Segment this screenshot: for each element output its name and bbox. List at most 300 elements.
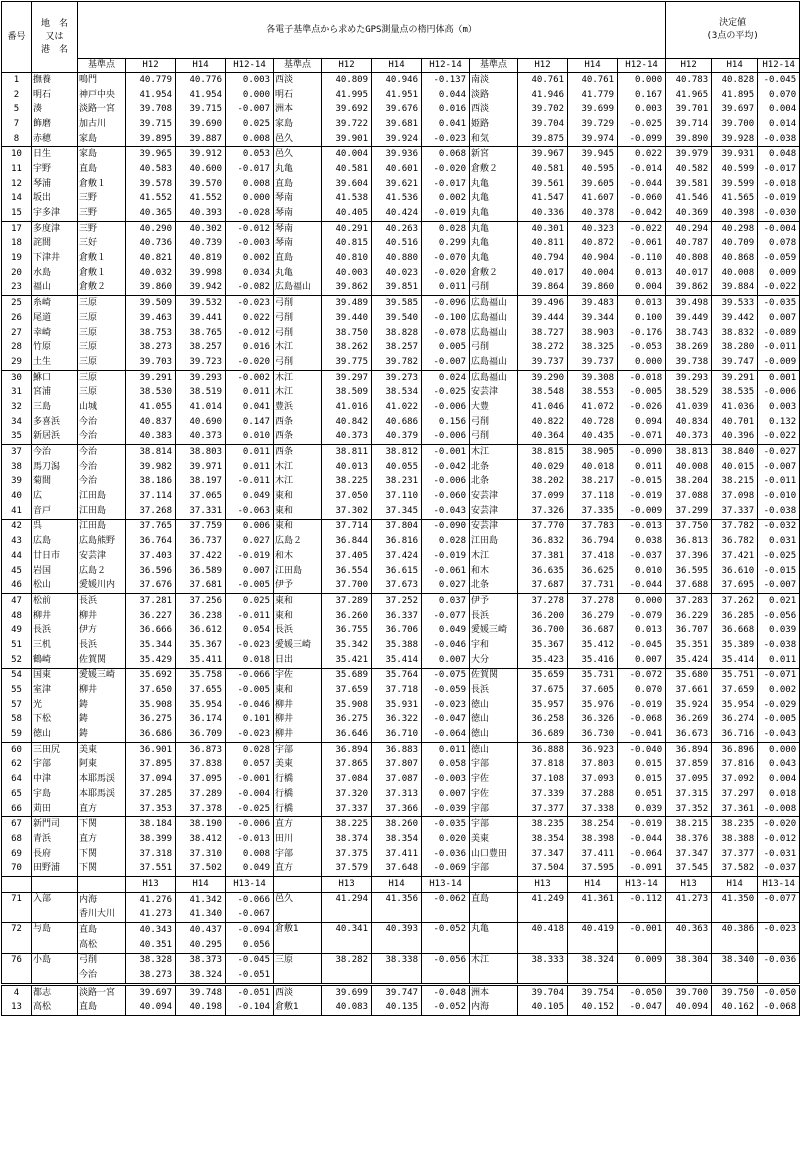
table-cell: 40.369: [666, 206, 712, 221]
table-cell: 39.901: [322, 132, 372, 147]
table-cell: -0.005: [758, 713, 800, 728]
table-cell: 36.174: [176, 713, 226, 728]
table-cell: 0.009: [618, 953, 666, 984]
table-cell: 40.581: [322, 162, 372, 177]
table-cell: 38.529: [666, 385, 712, 400]
table-cell: 35.758: [176, 668, 226, 683]
table-cell: -0.011: [226, 475, 274, 490]
table-cell: -0.019: [422, 206, 470, 221]
table-cell: 39.441: [176, 311, 226, 326]
table-cell: 直島: [274, 251, 322, 266]
table-cell: 長浜: [78, 638, 126, 653]
table-cell: 東和: [274, 489, 322, 504]
table-cell: 35.424: [666, 653, 712, 668]
table-cell: 39.928: [712, 132, 758, 147]
table-cell: 39.697: [712, 102, 758, 117]
table-cell: 直方: [274, 817, 322, 832]
table-cell: 40.868: [712, 251, 758, 266]
table-cell: -0.003: [422, 772, 470, 787]
table-cell: 弓削: [274, 311, 322, 326]
table-cell: -0.061: [618, 237, 666, 252]
table-cell: 36.322: [372, 713, 422, 728]
table-cell: 長浜: [274, 623, 322, 638]
table-row: [2, 653, 800, 668]
table-cell: -0.056: [422, 953, 470, 984]
table-cell: 41.036: [712, 400, 758, 415]
table-cell: 0.007: [758, 311, 800, 326]
table-cell: 0.011: [618, 460, 666, 475]
table-cell: 飾磨: [32, 117, 78, 132]
table-cell: 36.901: [126, 742, 176, 757]
table-cell: 0.101: [226, 713, 274, 728]
table-cell: 40.783: [666, 73, 712, 88]
table-cell: 38.832: [712, 326, 758, 341]
table-cell: 37.687: [518, 578, 568, 593]
table-cell: 36.229: [666, 609, 712, 624]
table-cell: 宇部: [470, 817, 518, 832]
table-cell: 35.416: [568, 653, 618, 668]
table-cell: -0.077: [758, 892, 800, 922]
table-cell: 37.676: [126, 578, 176, 593]
table-cell: 邑久: [274, 892, 322, 922]
table-cell: 36.707: [666, 623, 712, 638]
table-cell: 0.015: [618, 758, 666, 773]
table-cell: 40.819: [176, 251, 226, 266]
table-cell: -0.031: [758, 847, 800, 862]
table-cell: 40.761: [568, 73, 618, 88]
table-cell: 0.016: [226, 340, 274, 355]
table-cell: 0.016: [422, 102, 470, 117]
table-cell: 36.710: [372, 727, 422, 742]
table-cell: 38.354: [372, 832, 422, 847]
table-row: [2, 861, 800, 876]
table-cell: 光: [32, 698, 78, 713]
table-cell: 39.578: [126, 177, 176, 192]
table-cell: 40.880: [372, 251, 422, 266]
table-cell: -0.007: [758, 578, 800, 593]
table-cell: 38.325: [568, 340, 618, 355]
table-cell: -0.020: [226, 355, 274, 370]
table-cell: 三原: [78, 326, 126, 341]
table-cell: 江田島: [470, 534, 518, 549]
table-cell: 37.396: [666, 549, 712, 564]
table-cell: 松山: [32, 578, 78, 593]
table-row: [2, 1001, 800, 1016]
table-cell: 35.924: [666, 698, 712, 713]
table-cell: 0.011: [226, 385, 274, 400]
table-row: [2, 772, 800, 787]
table-cell: -0.020: [758, 817, 800, 832]
subheader2-cell: H13-14: [618, 877, 666, 893]
table-cell: 江田島: [78, 519, 126, 534]
table-cell: 三机: [32, 638, 78, 653]
table-cell: -0.006: [422, 430, 470, 445]
subheader2-cell: H13: [518, 877, 568, 893]
table-cell: 39.737: [518, 355, 568, 370]
table-row: [2, 847, 800, 862]
table-cell: 坂出: [32, 192, 78, 207]
table-cell: -0.043: [422, 504, 470, 519]
table-cell: 岩国: [32, 564, 78, 579]
table-cell: 宇佐: [470, 772, 518, 787]
table-row: [2, 802, 800, 817]
table-cell: -0.072: [618, 668, 666, 683]
table-cell: 40.424: [372, 206, 422, 221]
table-cell: 39.945: [568, 147, 618, 162]
table-cell: -0.023: [226, 638, 274, 653]
table-cell: 36.673: [666, 727, 712, 742]
table-cell: 40.105: [518, 1001, 568, 1016]
table-cell: 37.281: [126, 594, 176, 609]
table-cell: 41: [2, 504, 32, 519]
table-cell: 39.747: [712, 355, 758, 370]
table-cell: 40.686: [372, 415, 422, 430]
table-cell: 36.596: [126, 564, 176, 579]
table-cell: -0.037: [758, 861, 800, 876]
subheader2-row: [2, 877, 800, 893]
table-cell: 今治: [78, 968, 126, 984]
table-row: [2, 787, 800, 802]
table-cell: 木江: [274, 340, 322, 355]
table-cell: 39.697: [126, 984, 176, 1000]
table-cell: 36.873: [176, 742, 226, 757]
table-cell: 下関: [78, 861, 126, 876]
table-cell: 40.298: [712, 221, 758, 236]
table-cell: 高松: [78, 938, 126, 953]
table-row: [2, 102, 800, 117]
table-cell: -0.044: [618, 832, 666, 847]
table-cell: 木江: [274, 460, 322, 475]
table-cell: 0.028: [422, 534, 470, 549]
table-cell: -0.003: [226, 237, 274, 252]
table-cell: 31: [2, 385, 32, 400]
subheader2-cell: H13-14: [422, 877, 470, 893]
table-cell: 38.373: [176, 953, 226, 968]
table-cell: 0.156: [422, 415, 470, 430]
table-cell: 土生: [32, 355, 78, 370]
table-cell: 40.363: [666, 923, 712, 953]
table-cell: 1: [2, 73, 32, 88]
table-cell: 40.595: [568, 162, 618, 177]
table-cell: 40.398: [712, 206, 758, 221]
table-cell: 37.313: [372, 787, 422, 802]
table-cell: 41.607: [568, 192, 618, 207]
subheader2-cell: H13-14: [758, 877, 800, 893]
table-cell: 弓削: [470, 430, 518, 445]
table-cell: 41.565: [712, 192, 758, 207]
table-cell: -0.059: [758, 251, 800, 266]
table-row: [2, 415, 800, 430]
table-cell: 40.690: [176, 415, 226, 430]
table-cell: 39.533: [712, 296, 758, 311]
table-cell: 35.931: [372, 698, 422, 713]
table-cell: 41.016: [322, 400, 372, 415]
table-cell: 0.003: [618, 102, 666, 117]
table-cell: 0.007: [422, 787, 470, 802]
table-cell: 36.709: [176, 727, 226, 742]
table-cell: 丸亀: [274, 162, 322, 177]
table-cell: 0.000: [618, 73, 666, 88]
table-cell: 41.350: [712, 892, 758, 922]
table-cell: 43: [2, 534, 32, 549]
subheader2-cell: H14: [568, 877, 618, 893]
table-cell: 西条: [274, 445, 322, 460]
header-place-line3: 港 名: [40, 44, 68, 55]
table-cell: 東和: [274, 594, 322, 609]
table-cell: 37.582: [712, 861, 758, 876]
table-cell: 40.419: [568, 923, 618, 953]
table-cell: 38.190: [176, 817, 226, 832]
table-cell: 36.258: [518, 713, 568, 728]
table-cell: 豊浜: [274, 400, 322, 415]
table-cell: 39.875: [518, 132, 568, 147]
table-cell: 37.093: [568, 772, 618, 787]
table-cell: 39.291: [712, 370, 758, 385]
table-cell: 35.957: [518, 698, 568, 713]
table-cell: 三原: [78, 385, 126, 400]
table-cell: 38.324: [176, 968, 226, 984]
table-cell: -0.020: [422, 162, 470, 177]
table-cell: 西条: [274, 430, 322, 445]
table-cell: 13: [2, 1001, 32, 1016]
table-cell: 丸亀: [470, 237, 518, 252]
table-cell: 36.923: [568, 742, 618, 757]
table-cell: 広島福山: [470, 326, 518, 341]
table-cell: 38.273: [126, 968, 176, 984]
table-row: [2, 132, 800, 147]
subheader2-cell: H14: [712, 877, 758, 893]
table-cell: 0.037: [422, 594, 470, 609]
table-cell: 39.884: [712, 281, 758, 296]
table-cell: 37.339: [518, 787, 568, 802]
table-row: [2, 594, 800, 609]
subheader-row: [2, 59, 800, 73]
table-cell: 柳井: [78, 609, 126, 624]
table-cell: 40.135: [372, 1001, 422, 1016]
table-cell: 倉敷1: [274, 1001, 322, 1016]
table-cell: 5: [2, 102, 32, 117]
table-cell: 今治: [78, 445, 126, 460]
table-cell: 37.335: [568, 504, 618, 519]
table-cell: 37.895: [126, 758, 176, 773]
table-row: [2, 326, 800, 341]
table-cell: 38.202: [518, 475, 568, 490]
table-cell: 64: [2, 772, 32, 787]
table-cell: -0.025: [422, 385, 470, 400]
table-cell: 30: [2, 370, 32, 385]
table-cell: 39.463: [126, 311, 176, 326]
table-cell: 0.010: [226, 430, 274, 445]
table-cell: 東和: [274, 519, 322, 534]
table-cell: 40.373: [666, 430, 712, 445]
table-cell: 38.184: [126, 817, 176, 832]
table-cell: -0.026: [618, 400, 666, 415]
table-cell: 0.008: [226, 132, 274, 147]
table-row: [2, 445, 800, 460]
table-cell: 36.700: [518, 623, 568, 638]
table-cell: 37.422: [176, 549, 226, 564]
table-row: [2, 88, 800, 103]
table-cell: -0.004: [758, 221, 800, 236]
table-cell: 40.013: [322, 460, 372, 475]
table-cell: 都志: [32, 984, 78, 1000]
table-cell: -0.069: [422, 861, 470, 876]
table-cell: -0.061: [422, 564, 470, 579]
table-cell: 36.816: [372, 534, 422, 549]
table-cell: 和木: [470, 564, 518, 579]
table-cell: 36.813: [666, 534, 712, 549]
table-cell: 39.942: [176, 281, 226, 296]
table-cell: 弓削: [274, 326, 322, 341]
table-cell: 40.809: [322, 73, 372, 88]
table-row: [2, 251, 800, 266]
table-cell: 0.039: [758, 623, 800, 638]
table-cell: 0.041: [422, 117, 470, 132]
table-cell: 62: [2, 758, 32, 773]
table-cell: 35.689: [322, 668, 372, 683]
table-cell: 37.659: [712, 683, 758, 698]
table-cell: 直島: [78, 162, 126, 177]
table-cell: 51: [2, 638, 32, 653]
table-cell: 倉敷２: [470, 162, 518, 177]
table-cell: 40.837: [126, 415, 176, 430]
table-cell: 40.834: [666, 415, 712, 430]
table-cell: 40.364: [518, 430, 568, 445]
table-cell: 37.695: [712, 578, 758, 593]
table-row: [2, 221, 800, 236]
table-cell: 阿東: [78, 758, 126, 773]
table-cell: 35.367: [518, 638, 568, 653]
table-cell: 40.581: [518, 162, 568, 177]
table-cell: 淡路: [470, 88, 518, 103]
table-row: [2, 340, 800, 355]
table-cell: 竹原: [32, 340, 78, 355]
table-cell: 39.700: [712, 117, 758, 132]
table-cell: 39.890: [666, 132, 712, 147]
table-cell: 37.278: [518, 594, 568, 609]
table-cell: -0.044: [618, 578, 666, 593]
table-cell: 41.014: [176, 400, 226, 415]
table-cell: 柳井: [274, 713, 322, 728]
table-cell: 40.004: [322, 147, 372, 162]
table-cell: 37.285: [126, 787, 176, 802]
table-cell: 37.405: [322, 549, 372, 564]
table-cell: 36.595: [666, 564, 712, 579]
table-cell: 佐賀関: [78, 653, 126, 668]
subheader2-blank: [78, 877, 126, 893]
table-cell: -0.017: [422, 177, 470, 192]
table-cell: 39.729: [568, 117, 618, 132]
table-cell: 37.545: [666, 861, 712, 876]
table-cell: 0.039: [618, 802, 666, 817]
table-cell: 40.583: [126, 162, 176, 177]
table-cell: 39.702: [518, 102, 568, 117]
table-row: [2, 504, 800, 519]
table-cell: 三原: [274, 953, 322, 984]
table-cell: 宇部: [470, 758, 518, 773]
table-cell: 0.070: [758, 88, 800, 103]
table-cell: 37.268: [126, 504, 176, 519]
table-cell: 0.000: [226, 192, 274, 207]
table-cell: 35.976: [568, 698, 618, 713]
table-cell: 36.687: [568, 623, 618, 638]
table-cell: 37.675: [518, 683, 568, 698]
table-cell: 39.703: [126, 355, 176, 370]
table-cell: 39.998: [176, 266, 226, 281]
table-cell: -0.013: [618, 519, 666, 534]
table-cell: -0.028: [226, 206, 274, 221]
subheader-cell: H14: [372, 59, 422, 73]
table-cell: 愛媛三崎: [274, 638, 322, 653]
table-cell: 40.003: [322, 266, 372, 281]
table-cell: 40.808: [666, 251, 712, 266]
table-cell: 35.351: [666, 638, 712, 653]
table-cell: 39.293: [666, 370, 712, 385]
table-cell: 37.750: [666, 519, 712, 534]
table-cell: 0.007: [618, 653, 666, 668]
table-cell: 美東: [470, 832, 518, 847]
table-cell: 38.197: [176, 475, 226, 490]
table-cell: -0.070: [422, 251, 470, 266]
table-cell: -0.036: [422, 847, 470, 862]
table-cell: 0.013: [618, 296, 666, 311]
table-cell: 長浜: [78, 594, 126, 609]
table-cell: 今治: [78, 430, 126, 445]
subheader2-blank: [2, 877, 32, 893]
table-cell: 内海: [78, 892, 126, 907]
table-cell: -0.001: [618, 923, 666, 953]
table-cell: 41.954: [126, 88, 176, 103]
table-cell: 西条: [274, 415, 322, 430]
table-cell: 0.009: [758, 266, 800, 281]
table-cell: -0.011: [226, 609, 274, 624]
table-cell: -0.010: [758, 489, 800, 504]
table-cell: 40.516: [372, 237, 422, 252]
table-cell: 長浜: [470, 683, 518, 698]
table-cell: 40.396: [712, 430, 758, 445]
table-cell: 37.381: [518, 549, 568, 564]
table-cell: 37.803: [568, 758, 618, 773]
table-cell: 39.862: [666, 281, 712, 296]
table-cell: 39.912: [176, 147, 226, 162]
table-cell: 37.659: [322, 683, 372, 698]
table-cell: 36.883: [372, 742, 422, 757]
table-cell: 室津: [32, 683, 78, 698]
table-cell: 愛媛川内: [78, 578, 126, 593]
table-cell: 糸崎: [32, 296, 78, 311]
subheader2-cell: H13: [126, 877, 176, 893]
table-cell: 37.297: [712, 787, 758, 802]
subheader-cell: H12-14: [758, 59, 800, 73]
table-cell: -0.038: [758, 504, 800, 519]
table-cell: 40.083: [322, 1001, 372, 1016]
table-cell: 40.405: [322, 206, 372, 221]
table-cell: 安芸津: [470, 489, 518, 504]
subheader-cell: H12-14: [226, 59, 274, 73]
table-cell: 37.353: [126, 802, 176, 817]
table-cell: 40.794: [518, 251, 568, 266]
table-cell: 37.595: [568, 861, 618, 876]
table-cell: 49: [2, 623, 32, 638]
table-cell: 36.666: [126, 623, 176, 638]
table-cell: 神戸中央: [78, 88, 126, 103]
table-cell: -0.011: [758, 340, 800, 355]
table-cell: 宇部: [274, 742, 322, 757]
table-cell: 36.554: [322, 564, 372, 579]
table-cell: 広島２: [274, 534, 322, 549]
table-cell: 徳山: [470, 713, 518, 728]
table-cell: 三野: [78, 206, 126, 221]
